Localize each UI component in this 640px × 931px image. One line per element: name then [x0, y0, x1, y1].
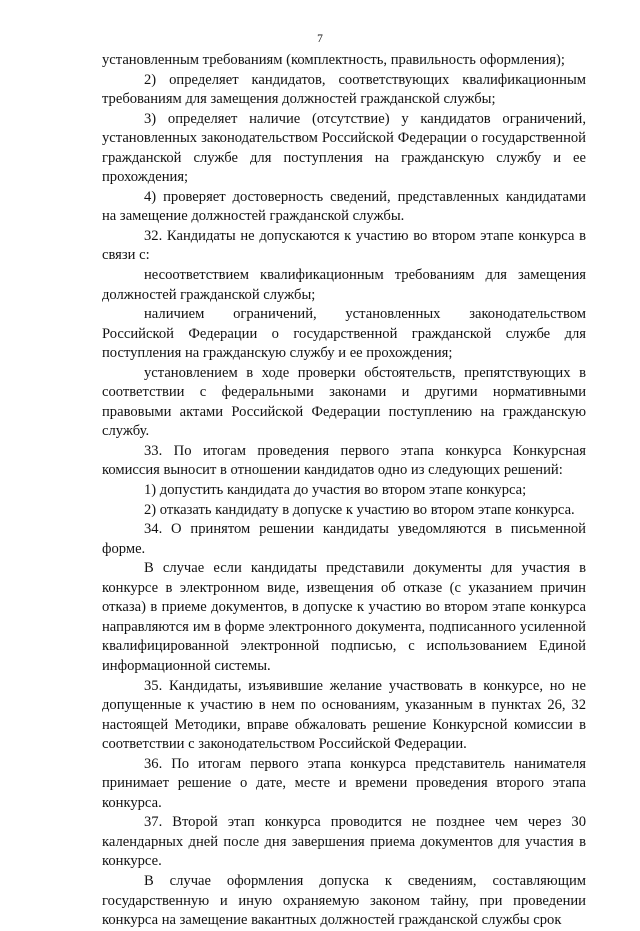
paragraph-clause-35: 35. Кандидаты, изъявившие желание участвовать в конкурсе, но не допущенные к участию в нем по основаниям, указанным в пунктах 26, 32 настоящей Методики, вправе обжаловать решение Конкурсной комиссии в соответствии с законодательством Российской Федерации.	[102, 677, 586, 753]
page-number: 7	[317, 33, 323, 45]
paragraph-clause-37: 37. Второй этап конкурса проводится не позднее чем через 30 календарных дней после дня завершения приема документов для участия в конкурсе.	[102, 814, 586, 870]
paragraph-clause-34-electronic: В случае если кандидаты представили документы для участия в конкурсе в электронном виде, извещения об отказе (с указанием причин отказа) в приеме документов, в допуске к участию во втором этапе конкурса направляются им в форме электронного документа, подписанного усиленной квалифицированной электронной подписью, с использованием Единой информационной системы.	[102, 560, 586, 674]
paragraph-clause-32-reason-3: установлением в ходе проверки обстоятельств, препятствующих в соответствии с федеральными законами и другими нормативными правовыми актами Российской Федерации поступлению на гражданскую службу.	[102, 364, 586, 440]
paragraph-item-2: 2) определяет кандидатов, соответствующих квалификационным требованиям для замещения должностей гражданской службы;	[102, 71, 586, 108]
paragraph-item-3: 3) определяет наличие (отсутствие) у кандидатов ограничений, установленных законодательством Российской Федерации о государственной гражданской службе для поступления на гражданскую службу и ее прохождения;	[102, 110, 586, 186]
paragraph-continued: установленным требованиям (комплектность, правильность оформления);	[102, 52, 565, 68]
paragraph-clause-34: 34. О принятом решении кандидаты уведомляются в письменной форме.	[102, 521, 586, 557]
paragraph-clause-36: 36. По итогам первого этапа конкурса представитель нанимателя принимает решение о дате, месте и времени проведения второго этапа конкурса.	[102, 755, 586, 811]
document-body	[102, 51, 586, 931]
paragraph-clause-32-reason-1: несоответствием квалификационным требованиям для замещения должностей гражданской службы;	[102, 267, 586, 303]
paragraph-clause-33-decision-1: 1) допустить кандидата до участия во втором этапе конкурса;	[144, 482, 527, 499]
paragraph-clause-33-decision-2: 2) отказать кандидату в допуске к участию во втором этапе конкурса.	[144, 501, 575, 518]
paragraph-clause-33: 33. По итогам проведения первого этапа конкурса Конкурсная комиссия выносит в отношении кандидатов одно из следующих решений:	[102, 442, 586, 479]
paragraph-clause-32: 32. Кандидаты не допускаются к участию во втором этапе конкурса в связи с:	[102, 227, 586, 264]
paragraph-clause-32-reason-2: наличием ограничений, установленных законодательством Российской Федерации о государственной гражданской службе для поступления на гражданскую службу и ее прохождения;	[102, 306, 586, 362]
paragraph-item-4: 4) проверяет достоверность сведений, представленных кандидатами на замещение должностей гражданской службы.	[102, 188, 586, 225]
paragraph-clause-37-secret: В случае оформления допуска к сведениям, составляющим государственную и иную охраняемую законом тайну, при проведении конкурса на замещение вакантных должностей гражданской службы срок	[102, 872, 586, 929]
